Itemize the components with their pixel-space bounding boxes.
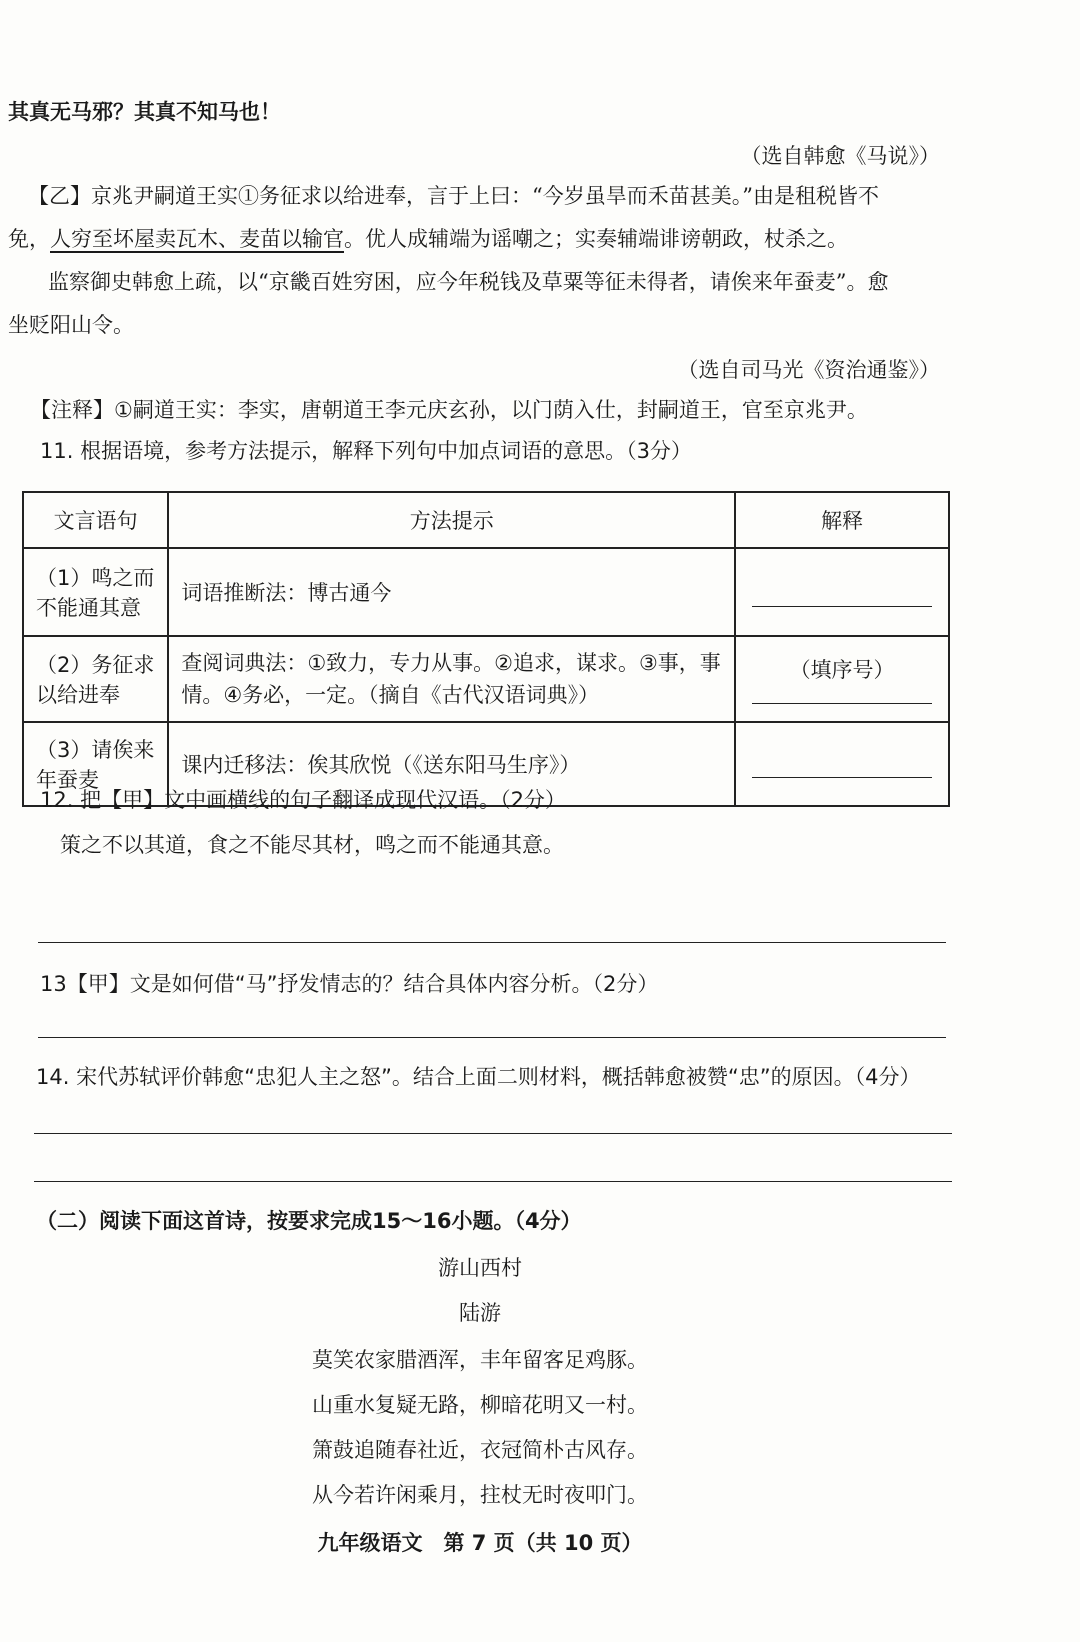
passage-b-line-1: 【乙】京兆尹嗣道王实①务征求以给进奉，言于上曰：“今岁虽旱而禾苗甚美。”由是租税皆不 bbox=[28, 184, 879, 208]
poem-title: 游山西村 bbox=[438, 1256, 522, 1280]
row-3-method: 课内迁移法：俟其欣悦（《送东阳马生序》） bbox=[168, 722, 735, 806]
header-sentence: 文言语句 bbox=[23, 492, 168, 548]
source-a: （选自韩愈《马说》） bbox=[740, 144, 940, 168]
table-row bbox=[23, 636, 949, 722]
table-row bbox=[23, 548, 949, 636]
q12-sentence: 策之不以其道，食之不能尽其材，鸣之而不能通其意。 bbox=[60, 833, 564, 857]
header-answer: 解释 bbox=[735, 492, 949, 548]
passage-b-line-3: 监察御史韩愈上疏，以“京畿百姓穷困，应今年税钱及草粟等征未得者，请俟来年蚕麦”。愈 bbox=[48, 270, 889, 294]
underlined-sentence: 人穷至坏屋卖瓦木、麦苗以输官 bbox=[50, 227, 344, 251]
q12-answer-line[interactable] bbox=[38, 942, 946, 943]
poem-author: 陆游 bbox=[459, 1301, 501, 1325]
q14-answer-line-1[interactable] bbox=[34, 1133, 952, 1134]
answer-blank[interactable] bbox=[752, 776, 932, 778]
poem-line-4: 从今若许闲乘月，拄杖无时夜叩门。 bbox=[312, 1483, 648, 1507]
q11-table bbox=[22, 491, 950, 807]
q14-prompt: 14. 宋代苏轼评价韩愈“忠犯人主之怒”。结合上面二则材料，概括韩愈被赞“忠”的原因。（4分） bbox=[36, 1065, 921, 1089]
fill-number-hint: （填序号） bbox=[789, 658, 895, 682]
passage-a-last-line: 其真无马邪？其真不知马也！ bbox=[8, 99, 281, 124]
row-2-answer[interactable] bbox=[735, 636, 949, 722]
q13-answer-line[interactable] bbox=[38, 1037, 946, 1038]
row-1-method: 词语推断法：博古通今 bbox=[168, 548, 735, 636]
page-footer: 九年级语文 第 7 页（共 10 页） bbox=[317, 1531, 643, 1555]
poem-line-1: 莫笑农家腊酒浑，丰年留客足鸡豚。 bbox=[312, 1348, 648, 1372]
row-3-sentence: （3）请俟来年蚕麦 bbox=[23, 722, 168, 806]
row-3-answer[interactable] bbox=[735, 722, 949, 806]
answer-blank[interactable] bbox=[752, 605, 932, 607]
poem-line-3: 箫鼓追随春社近，衣冠简朴古风存。 bbox=[312, 1438, 648, 1462]
header-method: 方法提示 bbox=[168, 492, 735, 548]
row-1-answer[interactable] bbox=[735, 548, 949, 636]
passage-b-line-4: 坐贬阳山令。 bbox=[8, 313, 134, 337]
q11-prompt: 11. 根据语境，参考方法提示，解释下列句中加点词语的意思。（3分） bbox=[40, 439, 692, 463]
passage-b-line-2-end: 。优人成辅端为谣嘲之；实奏辅端诽谤朝政，杖杀之。 bbox=[344, 227, 848, 251]
passage-b-line-2 bbox=[8, 225, 848, 253]
q14-answer-line-2[interactable] bbox=[34, 1181, 952, 1182]
q13-prompt: 13【甲】文是如何借“马”抒发情志的？结合具体内容分析。（2分） bbox=[40, 972, 659, 996]
table-header-row bbox=[23, 492, 949, 548]
annotation: 【注释】①嗣道王实：李实，唐朝道王李元庆玄孙，以门荫入仕，封嗣道王，官至京兆尹。 bbox=[30, 398, 868, 422]
row-2-sentence: （2）务征求以给进奉 bbox=[23, 636, 168, 722]
section-2-heading: （二）阅读下面这首诗，按要求完成15～16小题。（4分） bbox=[36, 1209, 582, 1233]
source-b: （选自司马光《资治通鉴》） bbox=[677, 358, 940, 382]
passage-b-line-2-start: 免， bbox=[8, 227, 50, 251]
row-1-sentence: （1）鸣之而不能通其意 bbox=[23, 548, 168, 636]
row-2-method: 查阅词典法：①致力，专力从事。②追求，谋求。③事，事情。④务必，一定。（摘自《古代汉语词典》） bbox=[168, 636, 735, 722]
q12-prompt: 12. 把【甲】文中画横线的句子翻译成现代汉语。（2分） bbox=[40, 788, 566, 812]
poem-line-2: 山重水复疑无路，柳暗花明又一村。 bbox=[312, 1393, 648, 1417]
answer-blank[interactable] bbox=[752, 702, 932, 704]
